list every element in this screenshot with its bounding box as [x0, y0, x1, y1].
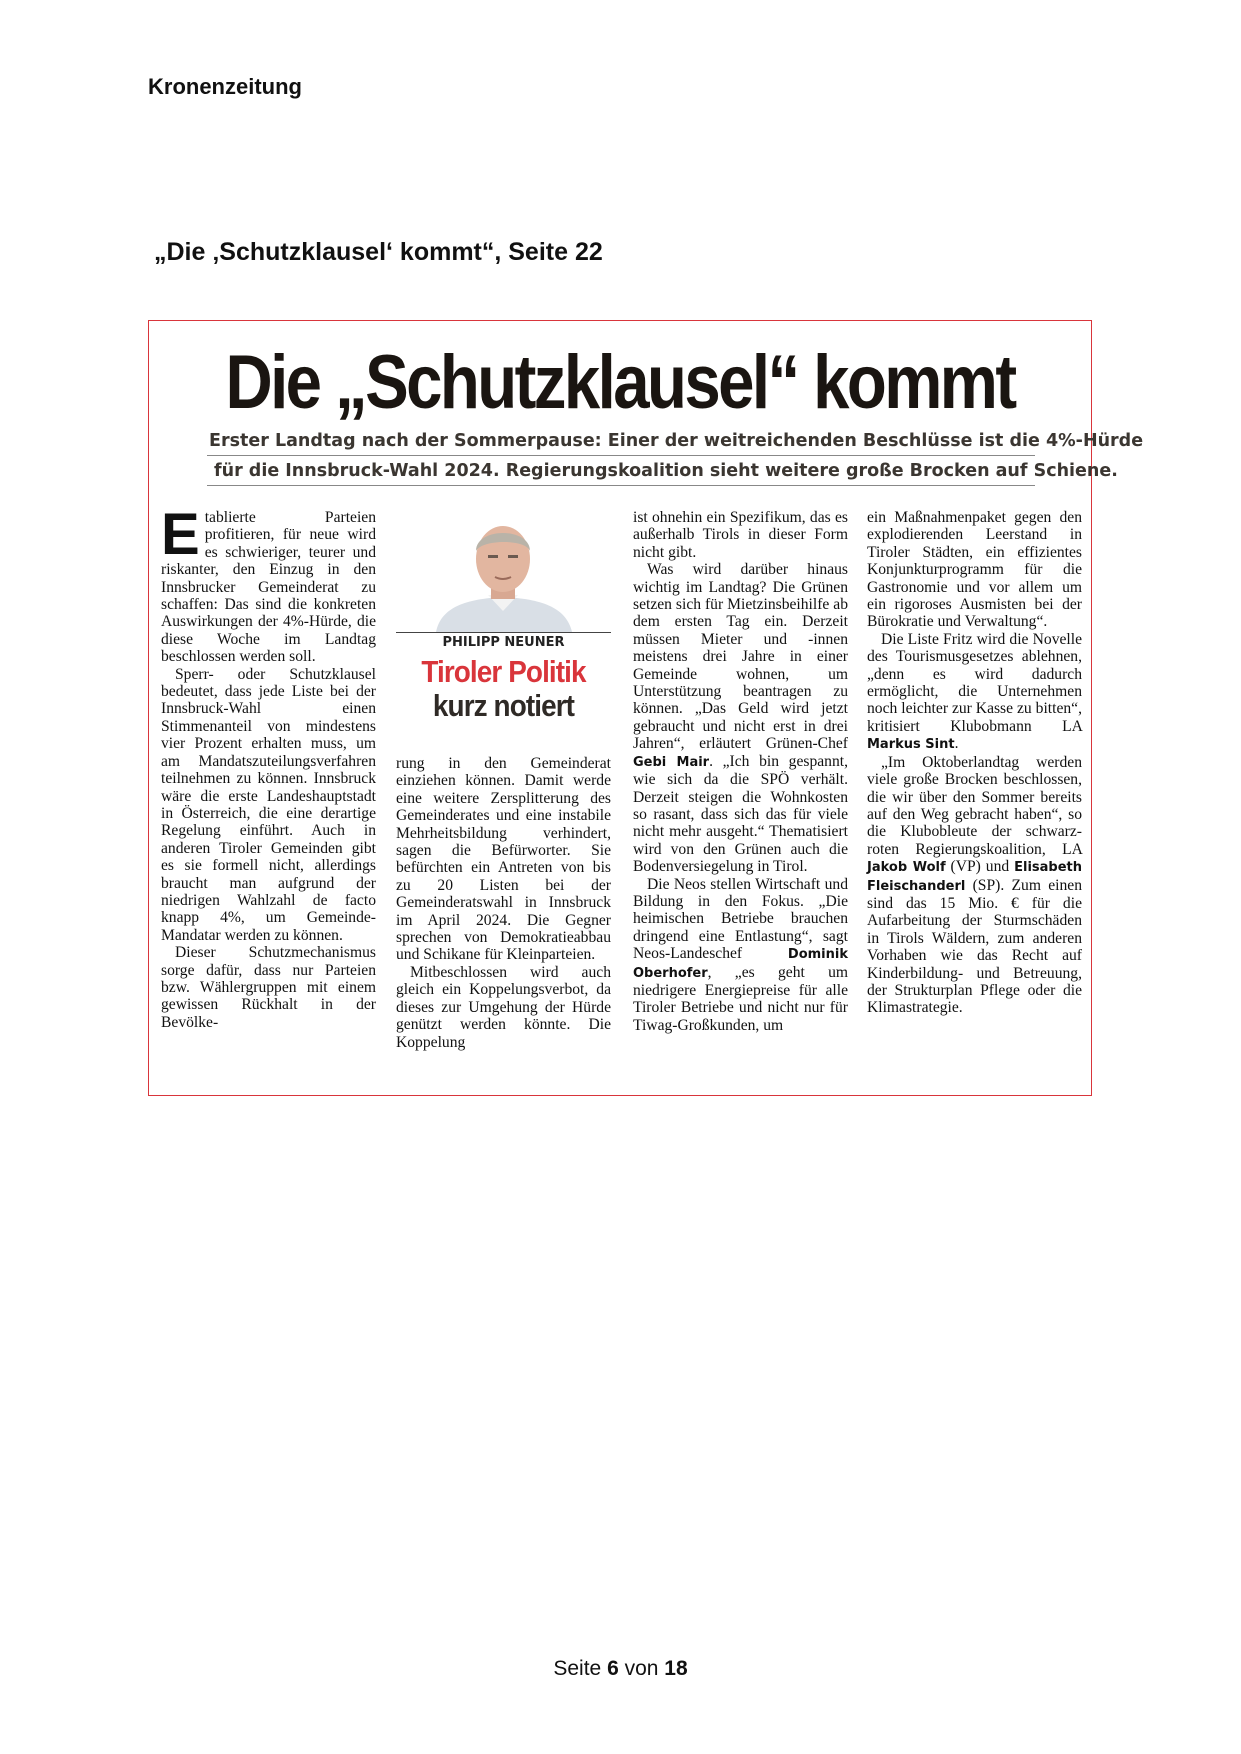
person-name: Elisabeth Fleischanderl	[867, 860, 1083, 894]
paragraph	[161, 502, 376, 666]
paragraph	[867, 631, 1082, 754]
person-name: Markus Sint	[867, 737, 955, 753]
paragraph	[633, 876, 848, 1035]
paragraph: ein Maßnahmenpaket gegen den explodierenden Leerstand in Tiroler Städten, ein effizientes Konjunkturprogramm für die Gastronomie und vor allem um ein rigoroses Ausmisten bei der Bürokratie und Verwaltung“.	[867, 509, 1082, 631]
article-subline-1: Erster Landtag nach der Sommerpause: Einer der weitreichenden Beschlüsse ist die 4%-Hürde	[209, 431, 1144, 451]
paragraph: ist ohnehin ein Spezifikum, das es außerhalb Tirols in dieser Form nicht gibt.	[633, 509, 848, 561]
paragraph-text: .	[954, 735, 959, 753]
paragraph: rung in den Gemeinderat einziehen können. Damit werde eine weitere Zersplitterung des Gemeinderates und eine instabile Mehrheitsbildung verhindert, sagen die Befürworter. Sie befürchten ein Antreten von bis zu 20 Listen bei der Gemeinderatswahl in Innsbruck im April 2024. Die Gegner sprechen von Demokratieabbau und Schikane für Kleinparteien.	[396, 755, 611, 964]
paragraph: Mitbeschlossen wird auch gleich ein Koppelungsverbot, da dieses zur Umgehung der Hürde genützt werden könnte. Die Koppelung	[396, 963, 611, 1051]
rubric-title: Tiroler Politik	[421, 654, 586, 689]
person-name: Jakob Wolf	[867, 860, 946, 876]
paragraph-text: . „Ich bin gespannt, wie sich da die SPÖ verhält. Derzeit steigen die Wohnkosten so rasant, dass sich das für viele nicht mehr ausgeht.“ Thematisiert wird von den Grünen auch die Bodenversiegelung in Tirol.	[633, 752, 848, 876]
paragraph	[633, 561, 848, 875]
article-subline-2: für die Innsbruck-Wahl 2024. Regierungskoalition sieht weitere große Brocken auf Schiene.	[214, 461, 1118, 481]
newspaper-clipping	[148, 320, 1144, 1096]
paragraph-text: (VP) und	[945, 858, 1015, 876]
dropcap: E	[161, 502, 200, 567]
article-headline: Die „Schutzklausel“ kommt	[225, 340, 1015, 425]
author-name: PHILIPP NEUNER	[442, 635, 565, 650]
article-column-3	[633, 509, 848, 1034]
author-portrait	[396, 507, 611, 632]
rubric-subtitle: kurz notiert	[432, 688, 575, 723]
person-name: Gebi Mair	[633, 754, 710, 770]
article-column-1	[161, 502, 376, 1031]
paragraph	[867, 754, 1082, 1017]
article-caption: „Die ‚Schutzklausel‘ kommt“, Seite 22	[154, 238, 603, 266]
page-number: 6	[607, 1657, 619, 1680]
page-total: 18	[664, 1657, 688, 1680]
paragraph-text: , „es geht um niedrigere Energiepreise für alle Tiroler Betriebe und nicht nur für Tiwag-Großkunden, um	[633, 963, 848, 1034]
subline-rule	[207, 455, 1035, 456]
box-rule	[396, 632, 611, 633]
article-column-4	[867, 509, 1082, 1017]
article-column-2	[396, 755, 611, 1051]
paragraph-text: Die Liste Fritz wird die Novelle des Tourismusgesetzes ablehnen, „denn es wird dadurch ermöglicht, die Unternehmen noch leichter zur Kasse zu bitten“, kritisiert Klubobmann LA	[867, 630, 1082, 735]
paragraph-text: tablierte Parteien profitieren, für neue wird es schwieriger, teurer und riskanter, den Einzug in den Innsbrucker Gemeinderat zu schaffen: Das sind die konkreten Auswirkungen der 4%-Hürde, die diese Woche im Landtag beschlossen werden soll.	[161, 509, 376, 666]
person-name: Dominik Oberhofer	[633, 947, 848, 981]
paragraph-text: Die Neos stellen Wirtschaft und Bildung in den Fokus. „Die heimischen Betriebe brauchen dringend eine Entlastung“, sagt Neos-Landeschef	[633, 875, 848, 963]
paragraph-text: Was wird darüber hinaus wichtig im Landtag? Die Grünen setzen sich für Mietzinsbeihilfe ab dem ersten Tag ein. Derzeit müssen Mieter und -innen meistens drei Jahre in einer Gemeinde wohnen, um Unterstützung beantragen zu können. „Das Geld wird jetzt gebraucht und nicht erst in drei Jahren“, erläutert Grünen-Chef	[633, 561, 848, 753]
paragraph-text: (SP). Zum einen sind das 15 Mio. € für die Aufarbeitung der Sturmschäden in Tirols Wäldern, zum anderen Vorhaben wie das Recht auf Kinderbildung- und Betreuung, der Strukturplan Pflege oder die Klimastrategie.	[867, 876, 1082, 1017]
footer-middle: von	[618, 1657, 665, 1680]
page-footer	[0, 1657, 1241, 1681]
paragraph-text: „Im Oktoberlandtag werden viele große Brocken beschlossen, die wir über den Sommer bereits auf den Weg gebracht haben“, so die Klubobleute der schwarz-roten Regierungskoalition, LA	[867, 753, 1082, 858]
publication-name: Kronenzeitung	[148, 74, 302, 99]
subline-rule	[207, 485, 1035, 486]
paragraph: Sperr- oder Schutzklausel bedeutet, dass jede Liste bei der Innsbruck-Wahl einen Stimmenanteil von mindestens vier Prozent erhalten muss, um am Mandatszuteilungsverfahren teilnehmen zu können. Innsbruck wäre die erste Landeshauptstadt in Österreich, die eine derartige Regelung einführt. Auch in anderen Tiroler Gemeinden gibt es sie formell nicht, allerdings braucht man aufgrund der niedrigen Wahlzahl de facto knapp 4%, um Gemeinde-Mandatar werden zu können.	[161, 665, 376, 944]
paragraph: Dieser Schutzmechanismus sorge dafür, dass nur Parteien bzw. Wählergruppen mit einem gewissen Rückhalt in der Bevölke-	[161, 944, 376, 1031]
footer-prefix: Seite	[553, 1657, 608, 1680]
